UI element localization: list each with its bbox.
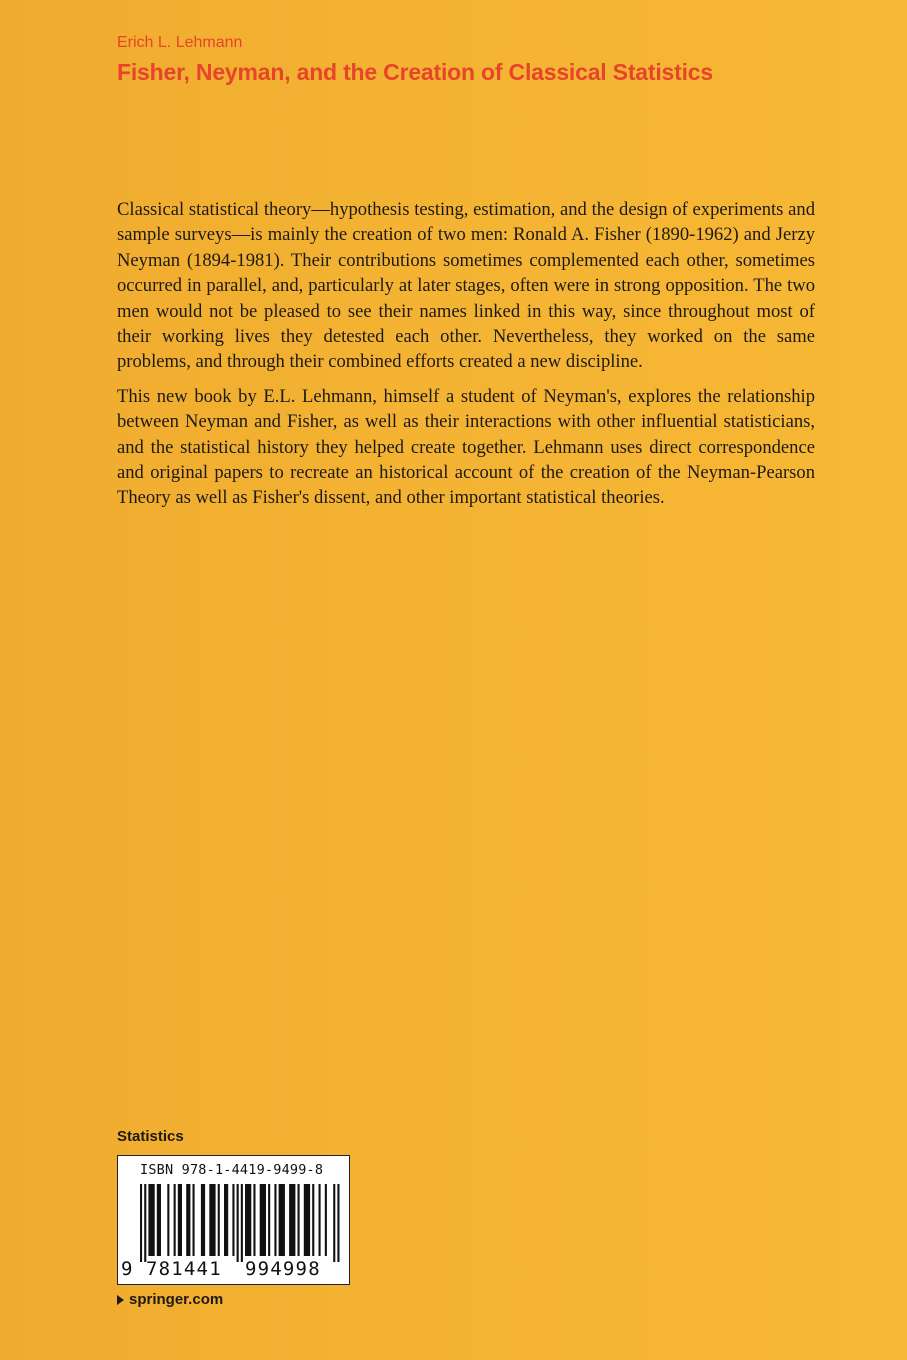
book-title: Fisher, Neyman, and the Creation of Classical Statistics bbox=[117, 59, 713, 85]
barcode-bar-1 bbox=[144, 1184, 146, 1262]
publisher-link[interactable] bbox=[117, 1291, 223, 1308]
barcode-bar-7 bbox=[186, 1184, 190, 1256]
isbn-label: ISBN 978-1-4419-9499-8 bbox=[140, 1162, 324, 1178]
barcode-bar-3 bbox=[157, 1184, 161, 1256]
subject-category: Statistics bbox=[117, 1128, 184, 1145]
barcode-bar-9 bbox=[201, 1184, 205, 1256]
barcode-bar-0 bbox=[140, 1184, 142, 1262]
barcode-bar-14 bbox=[237, 1184, 239, 1262]
barcode-bar-25 bbox=[312, 1184, 314, 1256]
barcode-bar-29 bbox=[337, 1184, 339, 1262]
barcode-bar-5 bbox=[174, 1184, 176, 1256]
barcode-bar-10 bbox=[209, 1184, 215, 1256]
author-name: Erich L. Lehmann bbox=[117, 34, 243, 51]
barcode-bar-2 bbox=[148, 1184, 154, 1256]
book-description bbox=[117, 197, 815, 520]
barcode-bar-11 bbox=[218, 1184, 220, 1256]
publisher-website: springer.com bbox=[129, 1291, 224, 1308]
barcode-bar-26 bbox=[319, 1184, 321, 1256]
barcode-bar-16 bbox=[245, 1184, 251, 1256]
barcode-bar-12 bbox=[224, 1184, 228, 1256]
description-paragraph-1: Classical statistical theory—hypothesis testing, estimation, and the design of experiments and sample surveys—is mainly the creation of two men: Ronald A. Fisher (1890-1962) and Jerzy Neyman (1894-1981). Their contributions sometimes complemented each other, sometimes occurred in parallel, and, particularly at later stages, often were in strong opposition. The two men would not be pleased to see their names linked in this way, since throughout most of their working lives they detested each other. Nevertheless, they worked on the same problems, and through their combined efforts created a new discipline. bbox=[117, 199, 815, 373]
barcode-bar-15 bbox=[241, 1184, 243, 1262]
barcode-bar-19 bbox=[268, 1184, 270, 1256]
barcode-bar-23 bbox=[298, 1184, 300, 1256]
description-paragraph-2: This new book by E.L. Lehmann, himself a student of Neyman's, explores the relationship between Neyman and Fisher, as well as their interactions with other influential statisticians, and the statistical history they helped create together. Lehmann uses direct correspondence and original papers to recreate an historical account of the creation of the Neyman-Pearson Theory as well as Fisher's dissent, and other important statistical theories. bbox=[117, 385, 815, 509]
arrow-right-icon bbox=[117, 1295, 124, 1305]
barcode-bar-18 bbox=[260, 1184, 266, 1256]
barcode-bar-20 bbox=[274, 1184, 276, 1256]
barcode-bar-22 bbox=[289, 1184, 295, 1256]
isbn-barcode bbox=[117, 1155, 350, 1285]
barcode-bar-17 bbox=[253, 1184, 255, 1256]
barcode-bar-27 bbox=[325, 1184, 327, 1256]
barcode-bar-28 bbox=[333, 1184, 335, 1262]
barcode-digits-right: 994998 bbox=[245, 1258, 321, 1280]
barcode-digit-first: 9 bbox=[121, 1258, 133, 1280]
barcode-bar-21 bbox=[279, 1184, 285, 1256]
barcode-digits-left: 781441 bbox=[146, 1258, 222, 1280]
barcode-bars bbox=[118, 1184, 349, 1262]
barcode-bar-13 bbox=[232, 1184, 234, 1256]
barcode-bar-4 bbox=[167, 1184, 169, 1256]
barcode-bar-8 bbox=[193, 1184, 195, 1256]
barcode-bar-24 bbox=[304, 1184, 310, 1256]
cover-header bbox=[117, 33, 817, 87]
barcode-bar-6 bbox=[178, 1184, 182, 1256]
